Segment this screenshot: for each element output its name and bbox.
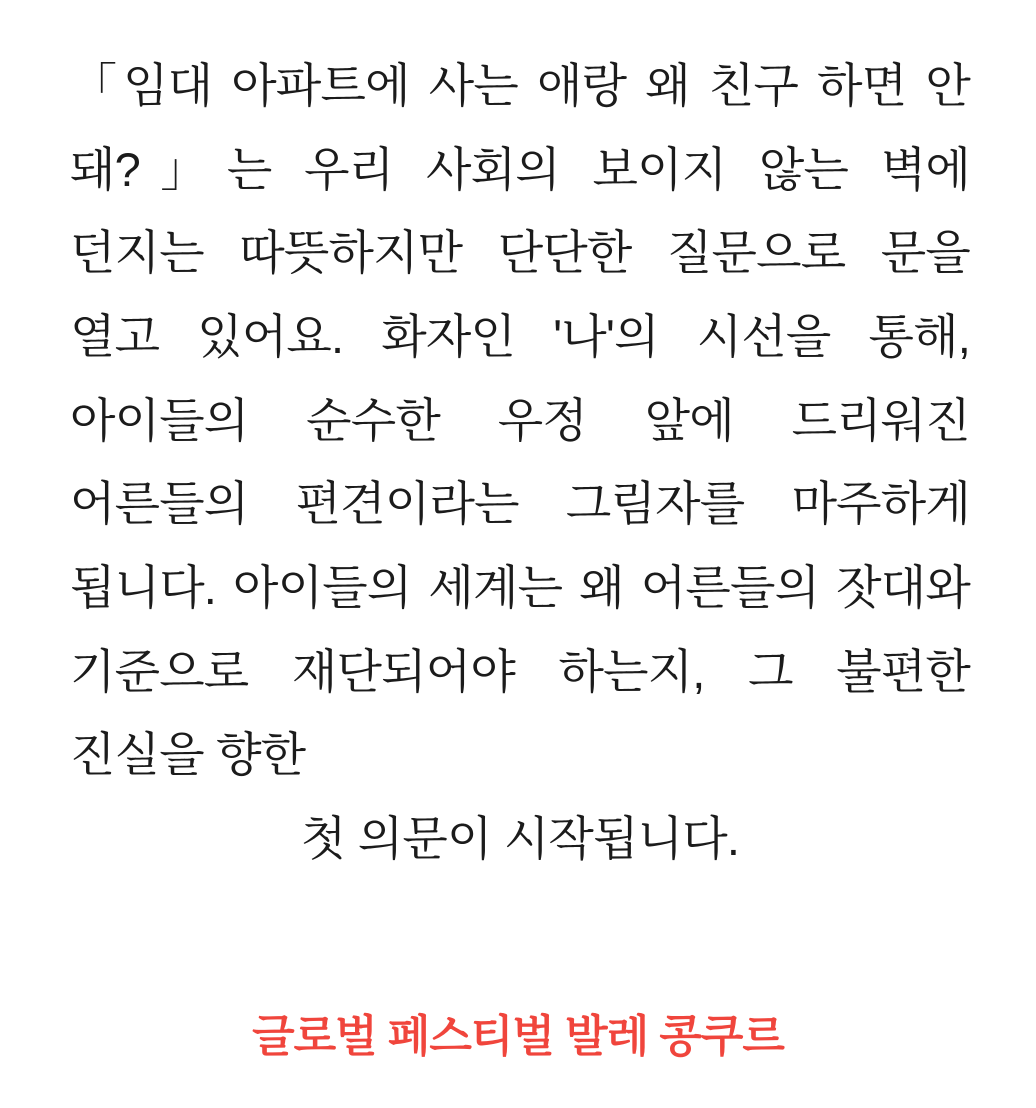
closing-line: 첫 의문이 시작됩니다.	[300, 811, 740, 865]
body-paragraph	[70, 44, 995, 881]
paragraph-text: 「임대 아파트에 사는 애랑 왜 친구 하면 안 돼?」는 우리 사회의 보이지 않는 벽에 던지는 따뜻하지만 단단한 질문으로 문을 열고 있어요. 화자인 '나'의 시선을 통해, 아이들의 순수한 우정 앞에 드리워진 어른들의 편견이라는 그림자를 마주하게 됩니다. 아이들의 세계는 왜 어른들의 잣대와 기준으로 재단되어야 하는지, 그 불편한 진실을 향한	[70, 59, 995, 782]
caption-text: 글로벌 페스티벌 발레 콩쿠르	[252, 1012, 784, 1061]
